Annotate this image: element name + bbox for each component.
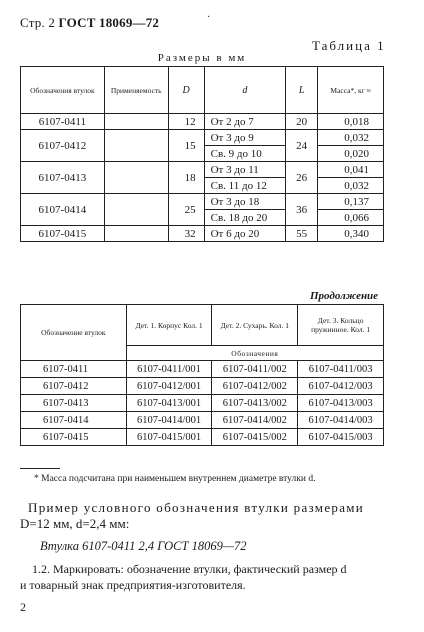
table-row xyxy=(21,226,384,242)
dot-mark: · xyxy=(207,12,211,23)
cell-code: 6107-0414 xyxy=(21,412,127,429)
col-header-det1: Дет. 1. Корпус Кол. 1 xyxy=(126,305,212,346)
col-header-d: d xyxy=(204,67,286,114)
cell-L: 36 xyxy=(286,194,318,226)
cell-L: 26 xyxy=(286,162,318,194)
cell-application xyxy=(104,226,168,242)
cell-code: 6107-0411 xyxy=(21,361,127,378)
cell-designation: 6107-0415/001 xyxy=(126,429,212,446)
cell-designation: 6107-0415/003 xyxy=(298,429,384,446)
cell-application xyxy=(104,194,168,226)
cell-designation: 6107-0412/002 xyxy=(212,378,298,395)
cell-designation: 6107-0413/002 xyxy=(212,395,298,412)
cell-L: 55 xyxy=(286,226,318,242)
cell-designation: 6107-0415/002 xyxy=(212,429,298,446)
table-row xyxy=(21,395,384,412)
cell-d-range: От 3 до 18 xyxy=(204,194,286,210)
table-row xyxy=(21,429,384,446)
cell-mass: 0,020 xyxy=(318,146,384,162)
example-heading: Пример условного обозначения втулки размерами xyxy=(28,500,365,515)
table-row xyxy=(21,130,384,146)
cell-designation: 6107-0411/002 xyxy=(212,361,298,378)
cell-designation: 6107-0412/001 xyxy=(126,378,212,395)
cell-designation: 6107-0412/003 xyxy=(298,378,384,395)
cell-d-range: От 2 до 7 xyxy=(204,114,286,130)
cell-mass: 0,137 xyxy=(318,194,384,210)
example-dimensions: D=12 мм, d=2,4 мм: xyxy=(20,516,130,531)
table1-label: Таблица 1 xyxy=(312,38,386,53)
cell-application xyxy=(104,130,168,162)
cell-mass: 0,018 xyxy=(318,114,384,130)
standard-code: ГОСТ 18069—72 xyxy=(58,15,160,30)
continuation-label: Продолжение xyxy=(310,290,379,302)
cell-application xyxy=(104,162,168,194)
table-row xyxy=(21,162,384,178)
cell-mass: 0,032 xyxy=(318,130,384,146)
cell-mass: 0,340 xyxy=(318,226,384,242)
footnote-divider xyxy=(20,468,60,469)
col-header-mass: Масса*, кг ≈ xyxy=(318,67,384,114)
page-number: 2 xyxy=(20,600,26,614)
cell-D: 12 xyxy=(168,114,204,130)
table-row xyxy=(21,378,384,395)
cell-d-range: От 3 до 11 xyxy=(204,162,286,178)
cell-code: 6107-0412 xyxy=(21,378,127,395)
col-header-code: Обозначение втулок xyxy=(21,305,127,361)
col-header-det3: Дет. 3. Кольцо пружинное. Кол. 1 xyxy=(298,305,384,346)
cell-L: 24 xyxy=(286,130,318,162)
cell-d-range: От 6 до 20 xyxy=(204,226,286,242)
designation-example: Втулка 6107-0411 2,4 ГОСТ 18069—72 xyxy=(40,539,247,553)
cell-designation: 6107-0414/002 xyxy=(212,412,298,429)
cell-mass: 0,032 xyxy=(318,178,384,194)
footnote: * Масса подсчитана при наименьшем внутреннем диаметре втулки d. xyxy=(34,474,316,484)
cell-d-range: Св. 11 до 12 xyxy=(204,178,286,194)
col-header-L: L xyxy=(286,67,318,114)
col-header-code: Обозначения втулок xyxy=(21,67,105,114)
cell-code: 6107-0411 xyxy=(21,114,105,130)
page-label: Стр. 2 xyxy=(20,15,56,30)
cell-mass: 0,066 xyxy=(318,210,384,226)
cell-D: 18 xyxy=(168,162,204,194)
cell-d-range: От 3 до 9 xyxy=(204,130,286,146)
designations-table xyxy=(20,304,384,446)
col-header-det2: Дет. 2. Сухарь. Кол. 1 xyxy=(212,305,298,346)
cell-mass: 0,041 xyxy=(318,162,384,178)
cell-designation: 6107-0411/001 xyxy=(126,361,212,378)
cell-code: 6107-0415 xyxy=(21,226,105,242)
col-header-application: Применяемость xyxy=(104,67,168,114)
table-row xyxy=(21,412,384,429)
cell-designation: 6107-0414/001 xyxy=(126,412,212,429)
subheader-designations: Обозначения xyxy=(126,346,383,361)
cell-code: 6107-0413 xyxy=(21,395,127,412)
cell-designation: 6107-0414/003 xyxy=(298,412,384,429)
table-row xyxy=(21,114,384,130)
marking-paragraph-line2: и товарный знак предприятия-изготовителя. xyxy=(20,578,246,592)
cell-d-range: Св. 9 до 10 xyxy=(204,146,286,162)
dimensions-table xyxy=(20,66,384,242)
table-row xyxy=(21,194,384,210)
cell-code: 6107-0413 xyxy=(21,162,105,194)
page-header xyxy=(20,15,159,31)
marking-paragraph-line1: 1.2. Маркировать: обозначение втулки, фактический размер d xyxy=(32,562,347,576)
cell-D: 25 xyxy=(168,194,204,226)
cell-d-range: Св. 18 до 20 xyxy=(204,210,286,226)
col-header-D: D xyxy=(168,67,204,114)
cell-code: 6107-0412 xyxy=(21,130,105,162)
cell-code: 6107-0414 xyxy=(21,194,105,226)
cell-application xyxy=(104,114,168,130)
cell-D: 32 xyxy=(168,226,204,242)
cell-L: 20 xyxy=(286,114,318,130)
table-row xyxy=(21,361,384,378)
cell-designation: 6107-0413/001 xyxy=(126,395,212,412)
cell-D: 15 xyxy=(168,130,204,162)
cell-designation: 6107-0411/003 xyxy=(298,361,384,378)
cell-designation: 6107-0413/003 xyxy=(298,395,384,412)
table1-title: Размеры в мм xyxy=(157,52,247,64)
cell-code: 6107-0415 xyxy=(21,429,127,446)
